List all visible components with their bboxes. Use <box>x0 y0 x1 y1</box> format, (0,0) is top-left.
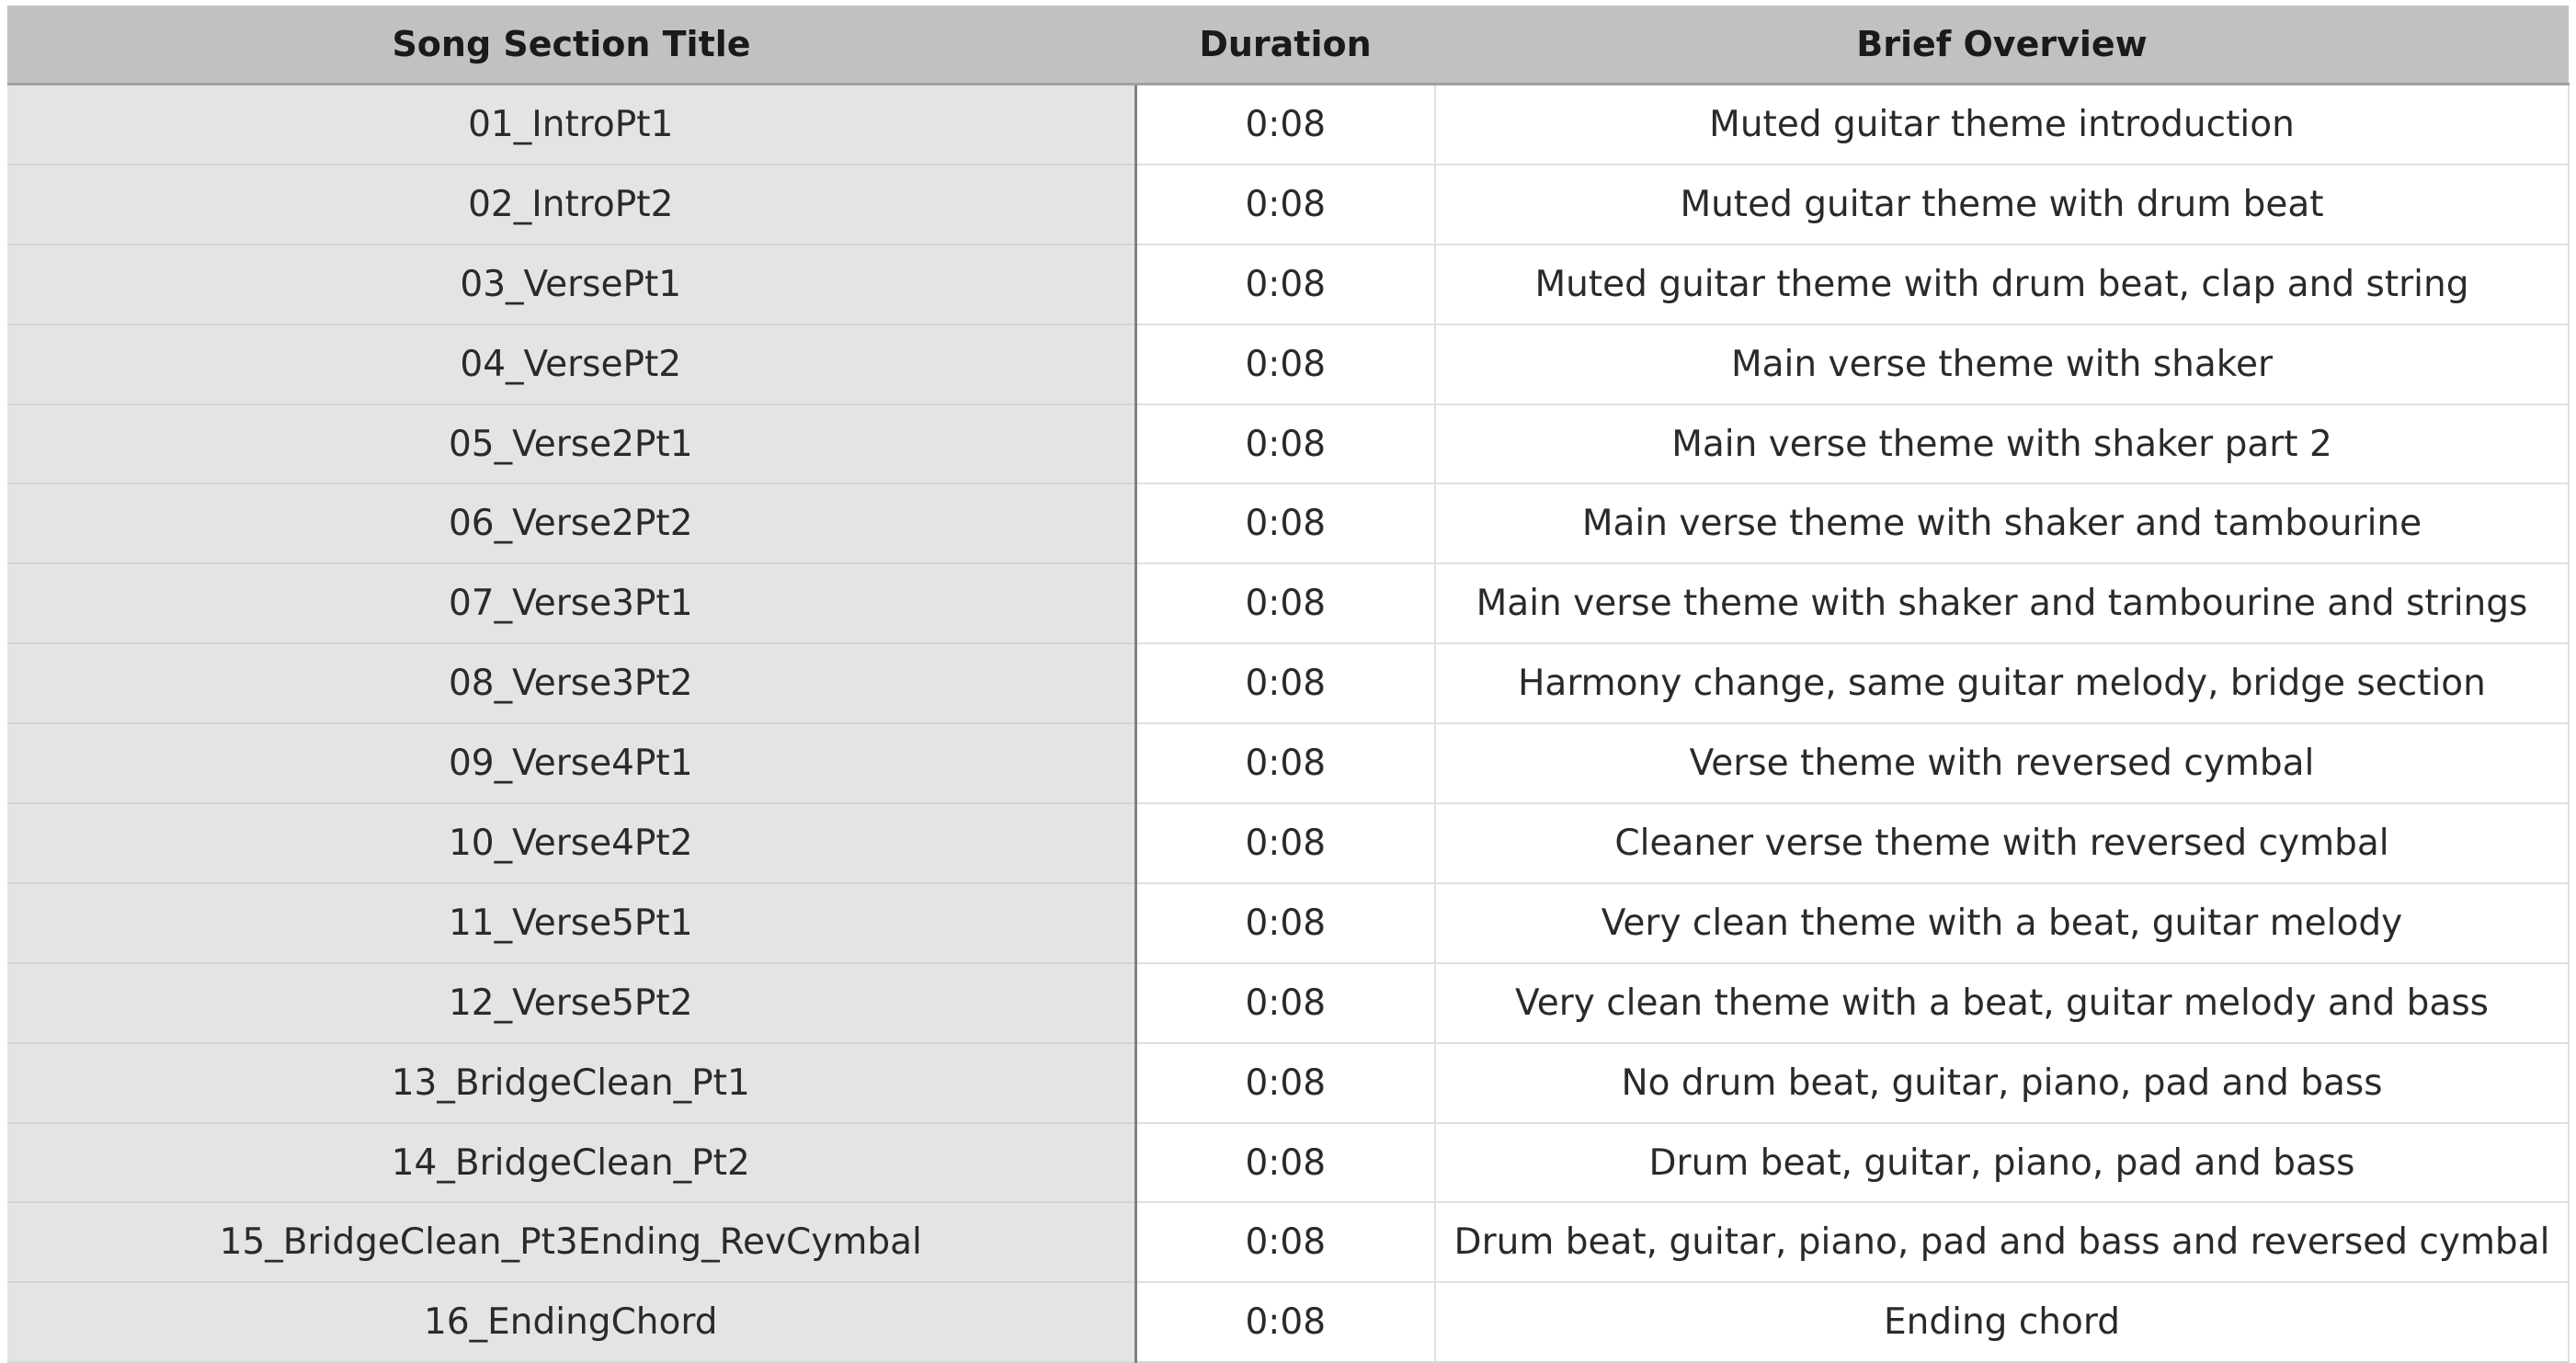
section-title-cell: 16_EndingChord <box>7 1282 1135 1362</box>
table-row <box>7 723 2569 803</box>
header-brief-overview: Brief Overview <box>1435 6 2569 85</box>
duration-cell: 0:08 <box>1135 963 1435 1043</box>
section-title-cell: 09_Verse4Pt1 <box>7 723 1135 803</box>
table-row <box>7 1282 2569 1362</box>
overview-cell: Muted guitar theme with drum beat <box>1435 165 2569 244</box>
duration-cell: 0:08 <box>1135 1282 1435 1362</box>
duration-cell: 0:08 <box>1135 643 1435 723</box>
overview-cell: Very clean theme with a beat, guitar melody <box>1435 883 2569 963</box>
section-title-cell: 15_BridgeClean_Pt3Ending_RevCymbal <box>7 1202 1135 1282</box>
overview-cell: Muted guitar theme with drum beat, clap and string <box>1435 244 2569 324</box>
table-row <box>7 803 2569 883</box>
overview-cell: Main verse theme with shaker part 2 <box>1435 404 2569 484</box>
overview-cell: Main verse theme with shaker and tambourine and strings <box>1435 563 2569 643</box>
table-row <box>7 1202 2569 1282</box>
table-row <box>7 1123 2569 1203</box>
overview-cell: Drum beat, guitar, piano, pad and bass <box>1435 1123 2569 1203</box>
duration-cell: 0:08 <box>1135 404 1435 484</box>
overview-cell: Main verse theme with shaker <box>1435 324 2569 404</box>
overview-cell: Cleaner verse theme with reversed cymbal <box>1435 803 2569 883</box>
duration-cell: 0:08 <box>1135 1043 1435 1123</box>
duration-cell: 0:08 <box>1135 803 1435 883</box>
table-row <box>7 404 2569 484</box>
duration-cell: 0:08 <box>1135 324 1435 404</box>
overview-cell: Very clean theme with a beat, guitar melody and bass <box>1435 963 2569 1043</box>
table-row <box>7 165 2569 244</box>
section-title-cell: 01_IntroPt1 <box>7 85 1135 165</box>
section-title-cell: 06_Verse2Pt2 <box>7 483 1135 563</box>
duration-cell: 0:08 <box>1135 244 1435 324</box>
section-title-cell: 13_BridgeClean_Pt1 <box>7 1043 1135 1123</box>
table-row <box>7 85 2569 165</box>
section-title-cell: 11_Verse5Pt1 <box>7 883 1135 963</box>
duration-cell: 0:08 <box>1135 85 1435 165</box>
table-row <box>7 1043 2569 1123</box>
duration-cell: 0:08 <box>1135 483 1435 563</box>
table-row <box>7 244 2569 324</box>
section-title-cell: 05_Verse2Pt1 <box>7 404 1135 484</box>
duration-cell: 0:08 <box>1135 883 1435 963</box>
duration-cell: 0:08 <box>1135 1202 1435 1282</box>
section-title-cell: 07_Verse3Pt1 <box>7 563 1135 643</box>
header-row <box>7 6 2569 85</box>
overview-cell: Ending chord <box>1435 1282 2569 1362</box>
duration-cell: 0:08 <box>1135 723 1435 803</box>
table-row <box>7 563 2569 643</box>
table-row <box>7 643 2569 723</box>
overview-cell: Main verse theme with shaker and tambourine <box>1435 483 2569 563</box>
section-title-cell: 03_VersePt1 <box>7 244 1135 324</box>
section-title-cell: 04_VersePt2 <box>7 324 1135 404</box>
table-body <box>7 85 2569 1363</box>
song-sections-table <box>7 6 2570 1363</box>
overview-cell: No drum beat, guitar, piano, pad and bass <box>1435 1043 2569 1123</box>
table-row <box>7 483 2569 563</box>
table-row <box>7 324 2569 404</box>
section-title-cell: 02_IntroPt2 <box>7 165 1135 244</box>
duration-cell: 0:08 <box>1135 1123 1435 1203</box>
header-duration: Duration <box>1135 6 1435 85</box>
table-row <box>7 883 2569 963</box>
section-title-cell: 12_Verse5Pt2 <box>7 963 1135 1043</box>
table-row <box>7 963 2569 1043</box>
overview-cell: Harmony change, same guitar melody, bridge section <box>1435 643 2569 723</box>
overview-cell: Drum beat, guitar, piano, pad and bass and reversed cymbal <box>1435 1202 2569 1282</box>
table-header <box>7 6 2569 85</box>
duration-cell: 0:08 <box>1135 563 1435 643</box>
overview-cell: Verse theme with reversed cymbal <box>1435 723 2569 803</box>
header-song-section-title: Song Section Title <box>7 6 1135 85</box>
overview-cell: Muted guitar theme introduction <box>1435 85 2569 165</box>
section-title-cell: 08_Verse3Pt2 <box>7 643 1135 723</box>
section-title-cell: 10_Verse4Pt2 <box>7 803 1135 883</box>
section-title-cell: 14_BridgeClean_Pt2 <box>7 1123 1135 1203</box>
duration-cell: 0:08 <box>1135 165 1435 244</box>
